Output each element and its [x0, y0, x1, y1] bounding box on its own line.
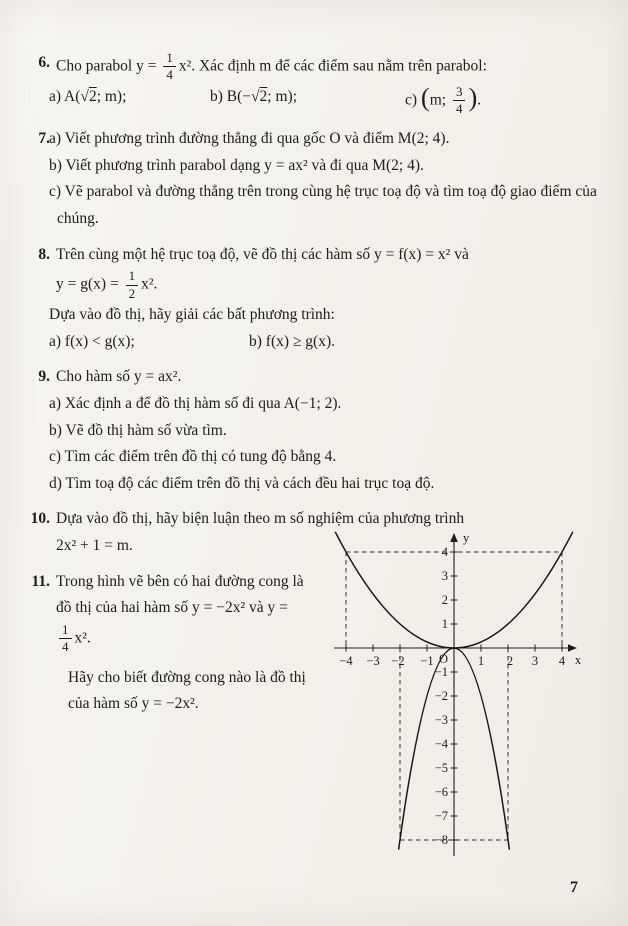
x-tick-label: 3 — [531, 654, 539, 668]
fraction-denominator: 4 — [62, 639, 69, 655]
x-tick-label: −2 — [391, 654, 405, 668]
y-tick-label: −5 — [434, 761, 448, 775]
x-axis-label: x — [574, 653, 582, 667]
x-tick-label: −1 — [420, 654, 434, 668]
text-run: x². — [141, 275, 158, 293]
fraction-numerator: 1 — [59, 622, 72, 639]
inequality-a: a) f(x) < g(x); — [49, 332, 135, 350]
problem-9-body — [49, 364, 600, 497]
fraction-numerator: 3 — [453, 84, 466, 101]
fraction-3-4 — [453, 84, 466, 118]
x-tick-label: 2 — [506, 654, 514, 668]
parabola-figure — [314, 526, 594, 866]
problem-9-item-a: a) Xác định a để đồ thị hàm số đi qua A(−1; 2). — [49, 394, 342, 412]
x-tick-label: −4 — [339, 654, 353, 668]
problem-9-item-c: c) Tìm các điểm trên đồ thị có tung độ bằng 4. — [49, 448, 337, 466]
problem-9-number: 9. — [38, 368, 50, 386]
text-run: m; — [429, 90, 450, 108]
problem-8-body — [49, 242, 600, 356]
text-run: c) — [405, 90, 421, 108]
problem-9-statement: Cho hàm số y = ax². — [56, 368, 182, 386]
y-tick-label: −3 — [434, 713, 448, 727]
problem-10-statement-line-1: Dựa vào đồ thị, hãy biện luận theo m số nghiệm của phương trình — [56, 510, 465, 528]
x-axis-arrow-icon — [568, 644, 577, 652]
text-run: ; m); — [267, 87, 298, 105]
problem-6-statement — [56, 50, 600, 84]
problem-8-items-row — [49, 329, 600, 356]
x-tick-label: 1 — [477, 654, 485, 668]
y-tick-labels — [435, 545, 449, 847]
text-run: y = g(x) = — [56, 275, 123, 293]
fraction-denominator: 4 — [166, 67, 173, 83]
radical-sign: √ — [80, 87, 89, 105]
problem-7-body — [49, 126, 600, 233]
problem-10-statement-line-2: 2x² + 1 = m. — [56, 537, 133, 555]
origin-label: O — [438, 652, 448, 666]
y-tick-label: −8 — [434, 833, 448, 847]
y-axis-label: y — [463, 531, 470, 545]
point-a — [49, 84, 210, 118]
text-run: x². — [74, 629, 91, 647]
y-tick-label: 4 — [441, 545, 448, 559]
problem-7 — [26, 126, 600, 233]
inequality-b: b) f(x) ≥ g(x). — [249, 332, 335, 350]
problem-7-item-b: b) Viết phương trình parabol dạng y = ax² và đi qua M(2; 4). — [49, 156, 424, 174]
big-close-paren: ) — [468, 83, 478, 113]
y-tick-label: 1 — [441, 617, 448, 631]
y-tick-label: −1 — [434, 665, 448, 679]
point-b — [210, 84, 405, 118]
text-run: . — [477, 90, 482, 108]
problem-9-item-d: d) Tìm toạ độ các điểm trên đồ thị và cách đều hai trục toạ độ. — [49, 474, 435, 492]
text-run: a) A( — [49, 87, 81, 105]
page-number: 7 — [570, 879, 578, 896]
axes — [334, 533, 577, 856]
y-tick-label: 3 — [441, 569, 448, 583]
big-open-paren: ( — [420, 83, 430, 113]
fraction-numerator: 1 — [163, 50, 176, 67]
y-tick-label: −4 — [434, 737, 448, 751]
problem-11-question: Hãy cho biết đường cong nào là đồ thị của hàm số y = −2x². — [68, 668, 306, 713]
problem-9 — [26, 364, 600, 497]
text-run: x². Xác định m để các điểm sau nằm trên parabol: — [178, 57, 487, 75]
fraction-denominator: 2 — [128, 285, 136, 301]
text-run: b) B(− — [210, 87, 252, 105]
y-tick-label: −6 — [434, 785, 448, 799]
y-tick-label: −7 — [434, 809, 448, 823]
fraction-1-4 — [163, 50, 176, 84]
problem-11-statement — [56, 569, 308, 656]
problem-8-statement-line-2 — [56, 268, 600, 302]
problem-6 — [26, 50, 600, 117]
problem-7-item-c: c) Vẽ parabol và đường thẳng trên trong cùng hệ trục toạ độ và tìm toạ độ giao điểm của chúng. — [49, 183, 597, 228]
problem-8 — [26, 242, 600, 356]
fraction-numerator: 1 — [126, 268, 139, 285]
x-tick-labels — [339, 654, 566, 668]
x-tick-label: 4 — [558, 654, 566, 668]
text-run: Trong hình vẽ bên có hai đường cong là đồ thị của hai hàm số y = −2x² và y = — [56, 572, 304, 617]
x-tick-label: −3 — [366, 654, 380, 668]
fraction-1-4 — [59, 622, 72, 656]
point-c — [405, 84, 481, 118]
radicand: 2 — [259, 87, 268, 105]
problem-11-number: 11. — [31, 572, 50, 590]
problem-6-number: 6. — [38, 54, 50, 71]
problem-6-points-row — [49, 84, 600, 118]
text-run: Cho parabol y = — [56, 57, 161, 75]
problem-7-number: 7. — [38, 130, 50, 148]
problem-10-number: 10. — [30, 510, 50, 528]
problem-11-body — [56, 569, 308, 718]
problem-8-prompt: Dựa vào đồ thị, hãy giải các bất phương trình: — [49, 305, 335, 323]
fraction-denominator: 4 — [455, 100, 463, 116]
y-tick-label: 2 — [441, 593, 448, 607]
fraction-1-2 — [126, 268, 139, 302]
radical-sign: √ — [251, 87, 260, 105]
problem-8-number: 8. — [38, 245, 50, 263]
y-axis-arrow-icon — [450, 533, 458, 542]
problem-7-item-a: a) Viết phương trình đường thẳng đi qua gốc O và điểm M(2; 4). — [49, 130, 450, 148]
y-tick-label: −2 — [434, 689, 448, 703]
axis-labels — [439, 531, 582, 667]
radicand: 2 — [88, 87, 97, 105]
problem-8-statement-line-1: Trên cùng một hệ trục toạ độ, vẽ đồ thị các hàm số y = f(x) = x² và — [56, 245, 469, 263]
text-run: ; m); — [96, 87, 127, 105]
problem-9-item-b: b) Vẽ đồ thị hàm số vừa tìm. — [49, 421, 227, 439]
problem-6-body — [49, 50, 600, 117]
